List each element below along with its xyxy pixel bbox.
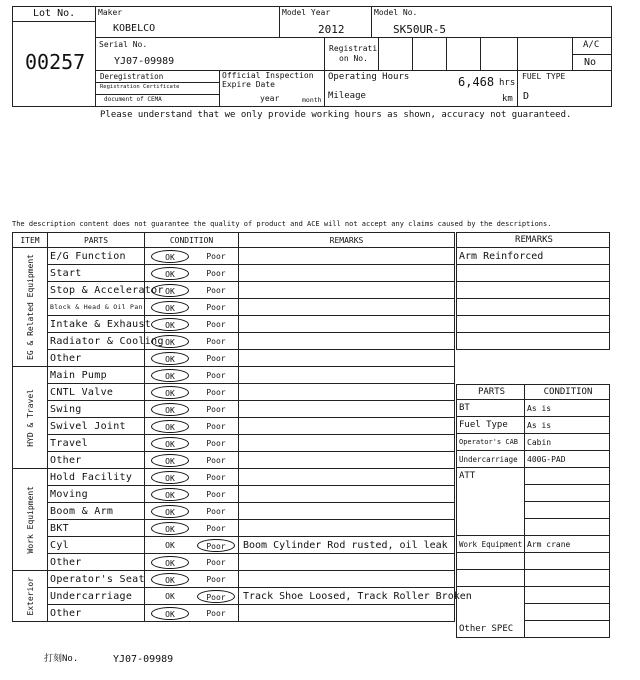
remark-cell	[239, 333, 455, 350]
condition-poor: Poor	[206, 507, 226, 516]
condition-poor: Poor	[206, 388, 226, 397]
condition-poor: Poor	[197, 539, 235, 552]
part-name: Intake & Exhaust	[48, 316, 145, 333]
serial-value: YJ07-09989	[114, 56, 175, 67]
condition-ok: OK	[151, 335, 189, 348]
condition-ok: OK	[151, 522, 189, 535]
condition-cell	[145, 486, 239, 503]
condition-cell	[145, 401, 239, 418]
lot-label: Lot No.	[33, 8, 76, 19]
condition-poor: Poor	[206, 354, 226, 363]
part-name: E/G Function	[48, 248, 145, 265]
category-label	[13, 367, 48, 469]
side-parts-table	[456, 384, 610, 638]
table-row	[13, 333, 455, 350]
part-name: Other	[48, 605, 145, 622]
category-text: HYD & Travel	[25, 388, 35, 447]
category-text: Work Equipment	[25, 485, 35, 554]
part-name: Main Pump	[48, 367, 145, 384]
condition-ok: OK	[151, 386, 189, 399]
serial-label: Serial No.	[99, 40, 148, 49]
condition-poor: Poor	[197, 590, 235, 603]
remark-cell	[239, 265, 455, 282]
side-remark-blank	[457, 316, 610, 333]
side-condition-cab: Cabin	[525, 434, 610, 451]
side-att-blank	[525, 468, 610, 485]
mileage-label: Mileage	[328, 91, 366, 101]
condition-cell	[145, 469, 239, 486]
part-name: BKT	[48, 520, 145, 537]
condition-cell	[145, 537, 239, 554]
condition-ok: OK	[151, 301, 189, 314]
condition-cell	[145, 571, 239, 588]
part-name: Radiator & Cooling	[48, 333, 145, 350]
table-row	[13, 265, 455, 282]
table-row	[13, 605, 455, 622]
side-blank	[525, 621, 610, 638]
condition-poor: Poor	[206, 303, 226, 312]
stamp-number-value: YJ07-09989	[113, 654, 174, 665]
condition-ok: OK	[151, 505, 189, 518]
remark-cell	[239, 350, 455, 367]
condition-cell	[145, 350, 239, 367]
side-condition-fuel-type: As is	[525, 417, 610, 434]
remark-cell	[239, 418, 455, 435]
condition-ok: OK	[151, 267, 189, 280]
disclaimer: The description content does not guarantee the quality of product and ACE will not accept any claims caused by the descriptions.	[12, 220, 552, 228]
lot-number: 00257	[25, 50, 86, 74]
remark-cell	[239, 435, 455, 452]
side-att-blank	[525, 502, 610, 519]
condition-cell	[145, 316, 239, 333]
category-label	[13, 469, 48, 571]
condition-ok: OK	[151, 437, 189, 450]
item-header: ITEM	[13, 233, 48, 248]
condition-poor: Poor	[206, 490, 226, 499]
table-row	[13, 435, 455, 452]
part-name: Other	[48, 350, 145, 367]
side-blank	[525, 587, 610, 604]
condition-poor: Poor	[206, 575, 226, 584]
condition-poor: Poor	[206, 558, 226, 567]
condition-cell	[145, 588, 239, 605]
registration-label: Registrati	[329, 44, 378, 53]
remark-cell	[239, 503, 455, 520]
condition-header: CONDITION	[145, 233, 239, 248]
table-row	[13, 316, 455, 333]
table-row	[13, 418, 455, 435]
condition-ok: OK	[151, 454, 189, 467]
operating-hours-value: 6,468	[458, 75, 495, 89]
side-att-label: ATT	[457, 468, 525, 536]
inspection-label: Official Inspection	[222, 71, 314, 80]
part-name: Cyl	[48, 537, 145, 554]
condition-poor: Poor	[206, 609, 226, 618]
condition-poor: Poor	[206, 524, 226, 533]
table-row	[13, 248, 455, 265]
part-name: Travel	[48, 435, 145, 452]
condition-ok: OK	[151, 573, 189, 586]
remark-cell: Boom Cylinder Rod rusted, oil leak	[239, 537, 455, 554]
month-label: month	[302, 96, 322, 104]
side-att-blank	[525, 519, 610, 536]
model-year-label: Model Year	[282, 8, 331, 17]
condition-cell	[145, 435, 239, 452]
condition-poor: Poor	[206, 320, 226, 329]
condition-poor: Poor	[206, 422, 226, 431]
condition-poor: Poor	[206, 439, 226, 448]
condition-poor: Poor	[206, 269, 226, 278]
condition-ok: OK	[165, 541, 175, 550]
condition-poor: Poor	[206, 337, 226, 346]
km-unit: km	[502, 94, 513, 104]
fuel-type-value: D	[523, 91, 530, 102]
condition-poor: Poor	[206, 473, 226, 482]
operating-hours-label: Operating Hours	[328, 72, 410, 82]
table-row	[13, 486, 455, 503]
side-part-fuel-type: Fuel Type	[457, 417, 525, 434]
condition-cell	[145, 605, 239, 622]
remark-cell: Track Shoe Loosed, Track Roller Broken	[239, 588, 455, 605]
part-name: Block & Head & Oil Pan	[48, 299, 145, 316]
condition-ok: OK	[151, 488, 189, 501]
side-remark-blank	[457, 265, 610, 282]
part-name: Hold Facility	[48, 469, 145, 486]
condition-cell	[145, 265, 239, 282]
table-row	[13, 282, 455, 299]
side-other-spec-label: Other SPEC	[457, 587, 525, 638]
remark-cell	[239, 452, 455, 469]
condition-ok: OK	[151, 420, 189, 433]
table-row	[13, 588, 455, 605]
remark-cell	[239, 367, 455, 384]
remark-cell	[239, 605, 455, 622]
model-year-value: 2012	[318, 23, 345, 36]
table-row	[13, 554, 455, 571]
side-remark-arm: Arm Reinforced	[457, 248, 610, 265]
part-name: Operator's Seat	[48, 571, 145, 588]
table-row	[13, 469, 455, 486]
part-name: Moving	[48, 486, 145, 503]
condition-ok: OK	[151, 369, 189, 382]
condition-ok: OK	[151, 607, 189, 620]
ac-value: No	[584, 57, 597, 68]
parts-header: PARTS	[48, 233, 145, 248]
side-part-undercarriage: Undercarriage	[457, 451, 525, 468]
condition-cell	[145, 520, 239, 537]
condition-cell	[145, 554, 239, 571]
table-row	[13, 571, 455, 588]
model-no-label: Model No.	[374, 8, 418, 17]
category-label	[13, 571, 48, 622]
condition-cell	[145, 333, 239, 350]
part-name: Stop & Accelerator	[48, 282, 145, 299]
condition-cell	[145, 367, 239, 384]
side-work-equipment-value: Arm crane	[525, 536, 610, 553]
condition-ok: OK	[151, 250, 189, 263]
condition-ok: OK	[151, 284, 189, 297]
part-name: Boom & Arm	[48, 503, 145, 520]
side-condition-undercarriage: 400G-PAD	[525, 451, 610, 468]
stamp-number-label: 打刻No.	[44, 654, 79, 664]
inspection-label-2: Expire Date	[222, 80, 275, 89]
condition-ok: OK	[151, 556, 189, 569]
remarks-header: REMARKS	[239, 233, 455, 248]
side-blank	[457, 553, 525, 570]
condition-poor: Poor	[206, 252, 226, 261]
side-parts-header: PARTS	[457, 385, 525, 400]
condition-cell	[145, 418, 239, 435]
condition-ok: OK	[151, 352, 189, 365]
part-name: Undercarriage	[48, 588, 145, 605]
table-row	[13, 503, 455, 520]
side-att-blank	[525, 485, 610, 502]
table-row	[13, 384, 455, 401]
condition-poor: Poor	[206, 405, 226, 414]
condition-cell	[145, 503, 239, 520]
table-row	[13, 299, 455, 316]
condition-ok: OK	[165, 592, 175, 601]
part-name: Swing	[48, 401, 145, 418]
table-row	[13, 401, 455, 418]
condition-ok: OK	[151, 318, 189, 331]
side-remark-blank	[457, 299, 610, 316]
part-name: Start	[48, 265, 145, 282]
condition-cell	[145, 282, 239, 299]
ac-label: A/C	[583, 40, 600, 50]
category-text: EG & Related Equipment	[25, 254, 35, 360]
condition-poor: Poor	[206, 286, 226, 295]
side-work-equipment-label: Work Equipment	[457, 536, 525, 553]
cema-label: document of CEMA	[104, 96, 162, 103]
year-label: year	[260, 94, 280, 103]
remark-cell	[239, 520, 455, 537]
model-no-value: SK50UR-5	[393, 23, 446, 36]
condition-cell	[145, 452, 239, 469]
maker-label: Maker	[98, 8, 123, 17]
category-text: Exterior	[25, 576, 35, 616]
table-row	[13, 537, 455, 554]
side-blank	[525, 570, 610, 587]
side-part-bt: BT	[457, 400, 525, 417]
registration-certificate-label: Registration Certificate	[100, 84, 180, 90]
remark-cell	[239, 554, 455, 571]
deregistration-label: Deregistration	[100, 72, 164, 81]
condition-cell	[145, 299, 239, 316]
side-remark-blank	[457, 333, 610, 350]
category-label	[13, 248, 48, 367]
accuracy-notice: Please understand that we only provide working hours as shown, accuracy not guaranteed.	[100, 110, 572, 120]
remark-cell	[239, 282, 455, 299]
condition-poor: Poor	[206, 371, 226, 380]
table-row	[13, 452, 455, 469]
side-blank	[525, 553, 610, 570]
remark-cell	[239, 384, 455, 401]
remark-cell	[239, 469, 455, 486]
part-name: Swivel Joint	[48, 418, 145, 435]
part-name: Other	[48, 452, 145, 469]
part-name: Other	[48, 554, 145, 571]
side-condition-bt: As is	[525, 400, 610, 417]
condition-ok: OK	[151, 471, 189, 484]
table-row	[13, 367, 455, 384]
remark-cell	[239, 299, 455, 316]
hrs-unit: hrs	[499, 78, 516, 88]
condition-cell	[145, 384, 239, 401]
part-name: CNTL Valve	[48, 384, 145, 401]
side-condition-header: CONDITION	[525, 385, 610, 400]
remark-cell	[239, 316, 455, 333]
side-part-cab: Operator's CAB	[457, 434, 525, 451]
maker-value: KOBELCO	[113, 23, 156, 34]
fuel-type-label: FUEL TYPE	[522, 72, 566, 81]
table-row	[13, 350, 455, 367]
remark-cell	[239, 486, 455, 503]
remark-cell	[239, 571, 455, 588]
side-remark-blank	[457, 282, 610, 299]
side-blank	[525, 604, 610, 621]
condition-ok: OK	[151, 403, 189, 416]
side-blank	[457, 570, 525, 587]
condition-cell	[145, 248, 239, 265]
side-remarks-table	[456, 232, 610, 350]
registration-label-2: on No.	[339, 54, 368, 63]
remark-cell	[239, 401, 455, 418]
side-remarks-header: REMARKS	[457, 233, 610, 248]
remark-cell	[239, 248, 455, 265]
table-row	[13, 520, 455, 537]
condition-poor: Poor	[206, 456, 226, 465]
